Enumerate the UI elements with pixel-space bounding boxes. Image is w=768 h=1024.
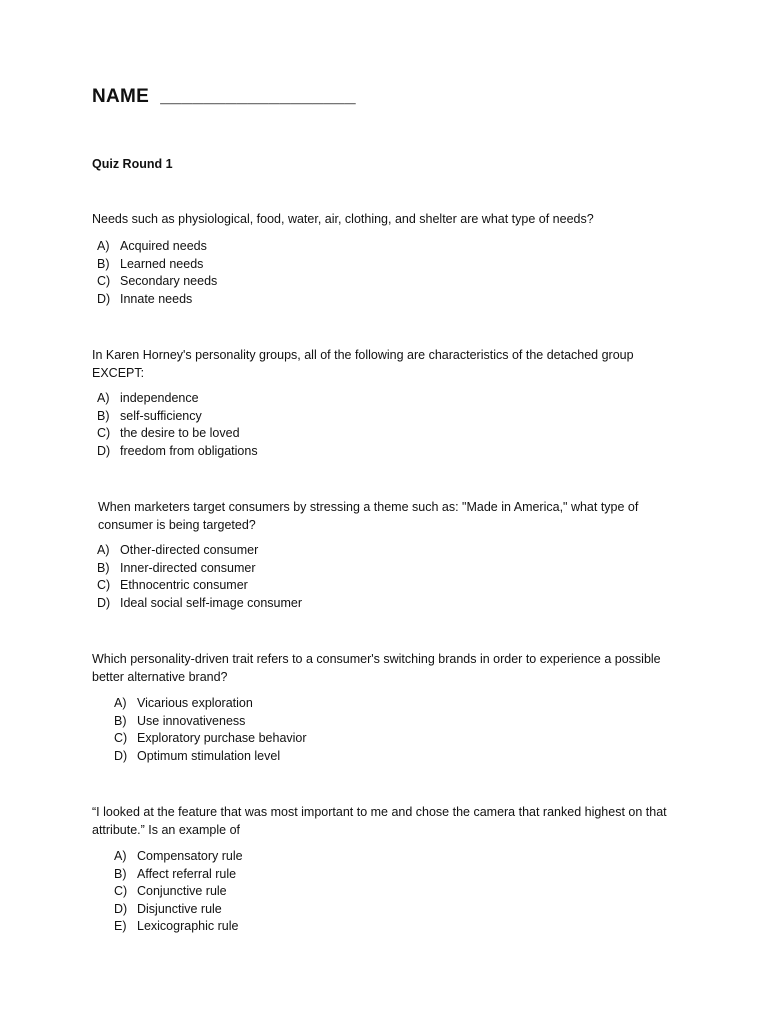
option-item [97,542,302,560]
option-letter: A) [97,543,110,557]
option-text: Innate needs [120,291,193,306]
option-letter: C) [97,578,111,593]
question-3-text: When marketers target consumers by stressing a theme such as: "Made in America," what type of consumer is being targeted? [98,500,639,532]
option-letter: B) [97,408,110,423]
option-text: freedom from obligations [120,443,258,458]
option-item [97,595,302,613]
option-text: Vicarious exploration [137,696,253,710]
option-item [97,390,258,408]
question-5-text: “I looked at the feature that was most important to me and chose the camera that ranked highest on that attribute.” Is an example of [92,805,667,837]
option-item [114,695,307,713]
option-text: Acquired needs [120,239,207,253]
option-letter: B) [114,866,127,881]
option-text: Other-directed consumer [120,543,259,557]
question-4-options [114,695,307,765]
question-1-options [97,238,217,308]
question-4-text: Which personality-driven trait refers to a consumer's switching brands in order to experience a possible better alternative brand? [92,652,661,684]
option-item [114,713,307,731]
option-item [97,408,258,426]
option-text: the desire to be loved [120,426,240,441]
option-item [114,918,243,936]
option-letter: C) [97,274,111,289]
question-5-options [114,848,243,936]
question-1-text: Needs such as physiological, food, water, air, clothing, and shelter are what type of needs? [92,212,594,226]
option-letter: D) [114,901,128,916]
option-letter: A) [114,849,127,863]
option-item [114,866,243,884]
option-text: Affect referral rule [137,866,237,881]
option-text: Conjunctive rule [137,884,227,899]
question-2-text: In Karen Horney's personality groups, all of the following are characteristics of the detached group EXCEPT: [92,348,634,380]
option-item [97,291,217,309]
option-letter: E) [114,919,127,934]
option-text: Ethnocentric consumer [120,578,248,593]
option-text: Secondary needs [120,274,218,289]
option-letter: B) [114,713,127,728]
option-item [97,273,217,291]
name-field-label: NAME __________________ [92,86,356,107]
option-text: Learned needs [120,256,204,271]
option-letter: A) [97,391,110,405]
question-2-options [97,390,258,460]
option-item [97,560,302,578]
option-letter: B) [97,560,110,575]
option-item [114,848,243,866]
option-letter: C) [97,426,111,441]
option-item [97,238,217,256]
option-letter: C) [114,884,128,899]
option-item [114,730,307,748]
option-item [114,883,243,901]
question-3-options [97,542,302,612]
option-text: independence [120,391,199,405]
option-item [97,425,258,443]
quiz-round-title: Quiz Round 1 [92,157,173,171]
option-item [97,577,302,595]
option-letter: D) [97,595,111,610]
option-item [97,443,258,461]
option-text: Exploratory purchase behavior [137,731,307,746]
option-text: Optimum stimulation level [137,748,281,763]
option-text: Compensatory rule [137,849,243,863]
option-letter: D) [114,748,128,763]
option-text: Use innovativeness [137,713,246,728]
option-item [97,256,217,274]
option-letter: B) [97,256,110,271]
option-letter: A) [97,239,110,253]
option-letter: A) [114,696,127,710]
option-text: Ideal social self-image consumer [120,595,303,610]
option-letter: D) [97,291,111,306]
option-text: Disjunctive rule [137,901,222,916]
option-item [114,901,243,919]
option-letter: C) [114,731,128,746]
option-text: Lexicographic rule [137,919,239,934]
option-letter: D) [97,443,111,458]
option-text: Inner-directed consumer [120,560,256,575]
option-item [114,748,307,766]
option-text: self-sufficiency [120,408,202,423]
